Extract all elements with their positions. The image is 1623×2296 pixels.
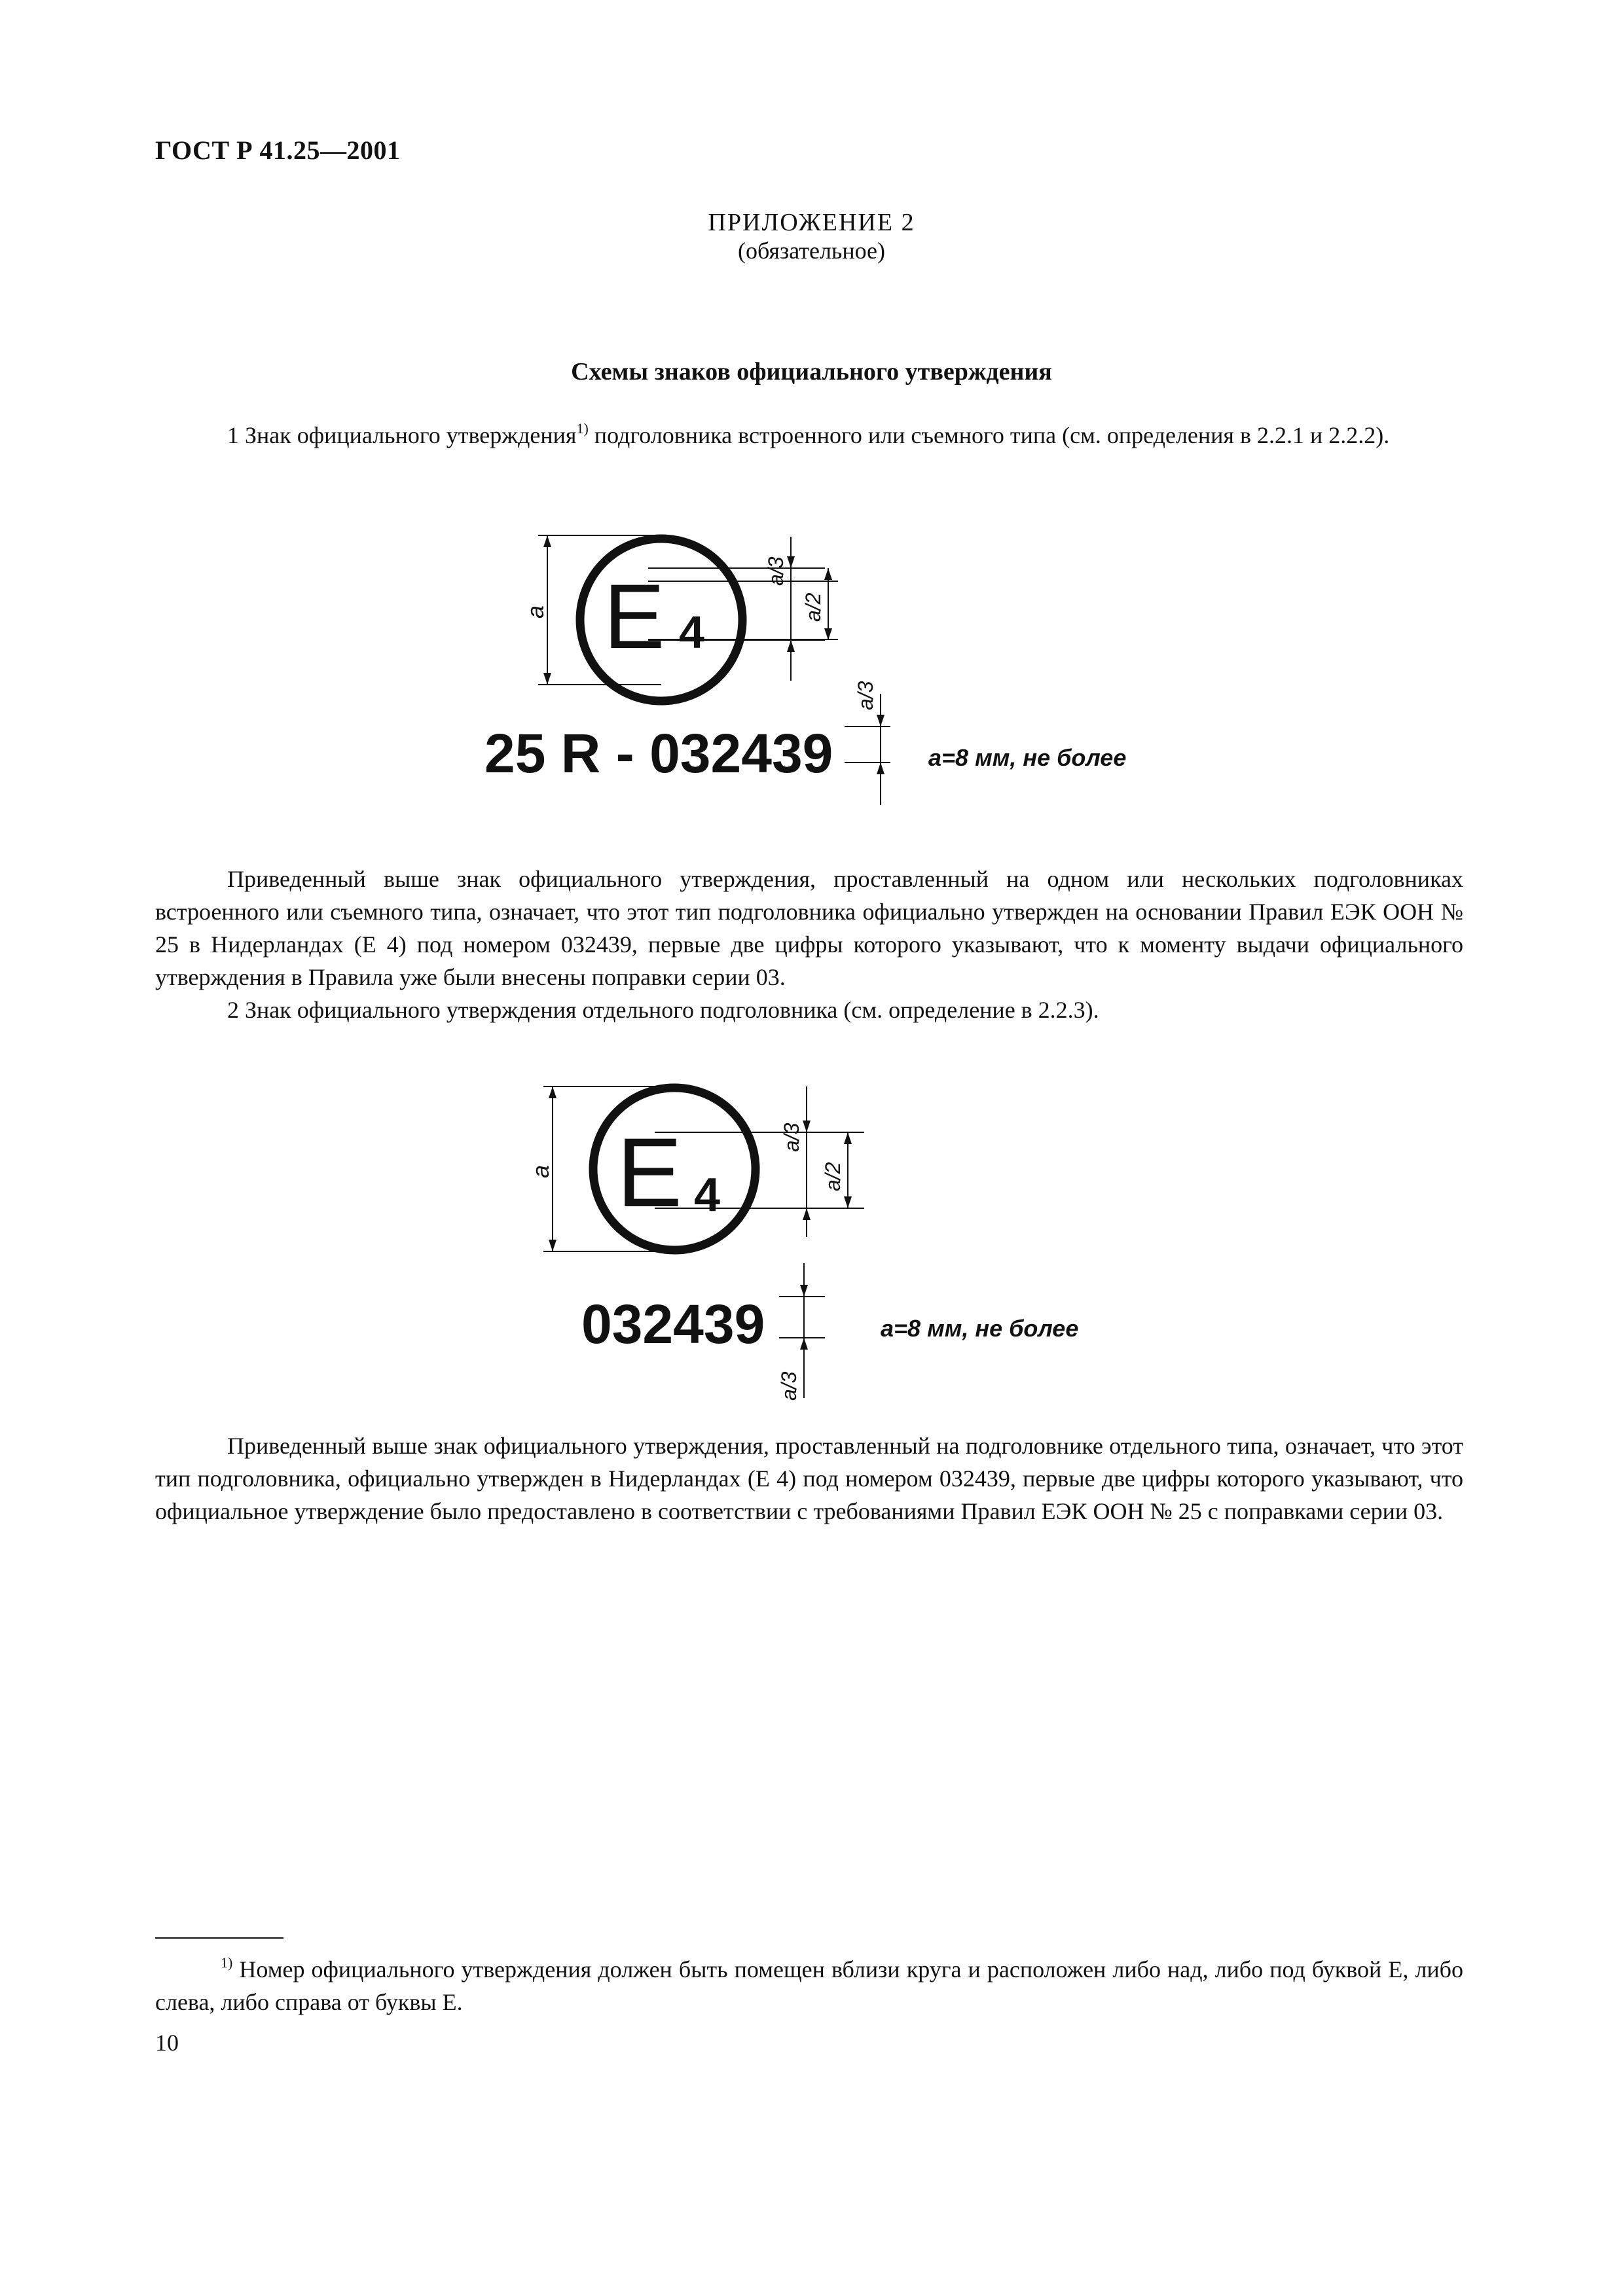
footnote-divider [155, 1937, 283, 1939]
approval-number: 032439 [581, 1293, 765, 1355]
explanation-paragraph-1: Приведенный выше знак официального утверждения, проставленный на одном или нескольких подголовниках встроенного или съемного типа, означает, что этот тип подголовника официально утвержден на основании Правил ЕЭК ООН № 25 в Нидерландах (Е 4) под номером 032439, первые две цифры которого указывают, что к моменту выдачи официального утверждения в Правила уже были внесены поправки серии 03. [155, 866, 1463, 990]
dimension-label-a: a [527, 1164, 554, 1178]
arrowhead [549, 1240, 556, 1251]
dimension-label-a2: a/2 [801, 592, 825, 622]
country-code: 4 [679, 607, 704, 658]
arrowhead [844, 1196, 852, 1208]
dimension-label-a3-bottom: a/3 [854, 681, 877, 710]
size-note: a=8 мм, не более [881, 1315, 1079, 1342]
document-header: ГОСТ Р 41.25—2001 [155, 135, 401, 165]
page-number: 10 [155, 2030, 179, 2056]
letter-e: E [604, 565, 665, 668]
dimension-label-a3-bottom: a/3 [777, 1371, 801, 1401]
section-title: Схемы знаков официального утверждения [571, 358, 1052, 386]
arrowhead [800, 1285, 808, 1297]
item-2-paragraph: 2 Знак официального утверждения отдельного подголовника (см. определение в 2.2.3). [227, 997, 1099, 1023]
footnote-reference: 1) [576, 420, 589, 437]
arrowhead [844, 1132, 852, 1144]
arrowhead [800, 1338, 808, 1350]
arrowhead [803, 1208, 811, 1220]
item-1-text: 1 Знак официального утверждения [227, 422, 577, 448]
dimension-label-a: a [522, 605, 549, 619]
dimension-label-a3: a/3 [780, 1122, 803, 1152]
appendix-subtitle: (обязательное) [738, 238, 885, 264]
footnote-marker: 1) [221, 1954, 233, 1971]
letter-e: E [617, 1117, 683, 1227]
footnote-text: Номер официального утверждения должен быть помещен вблизи круга и расположен либо над, либо под буквой Е, либо слева, либо справа от буквы Е. [155, 1956, 1463, 2015]
arrowhead [803, 1121, 811, 1132]
country-code: 4 [694, 1169, 721, 1221]
approval-number: 25 R - 032439 [484, 723, 833, 784]
item-1-text-continued: подголовника встроенного или съемного типа (см. определения в 2.2.1 и 2.2.2). [588, 422, 1390, 448]
explanation-paragraph-2: Приведенный выше знак официального утверждения, проставленный на подголовнике отдельного типа, означает, что этот тип подголовника, официально утвержден в Нидерландах (Е 4) под номером 032439, первые две цифры которого указывают, что официальное утверждение было предоставлено в соответствии с требованиями Правил ЕЭК ООН № 25 с поправками серии 03. [155, 1433, 1463, 1524]
dimension-label-a2: a/2 [821, 1162, 845, 1191]
appendix-title: ПРИЛОЖЕНИЕ 2 [708, 209, 915, 236]
arrowhead [549, 1086, 556, 1098]
footnote [155, 1953, 1463, 2018]
size-note: a=8 мм, не более [928, 744, 1127, 771]
dimension-label-a3: a/3 [764, 556, 788, 586]
